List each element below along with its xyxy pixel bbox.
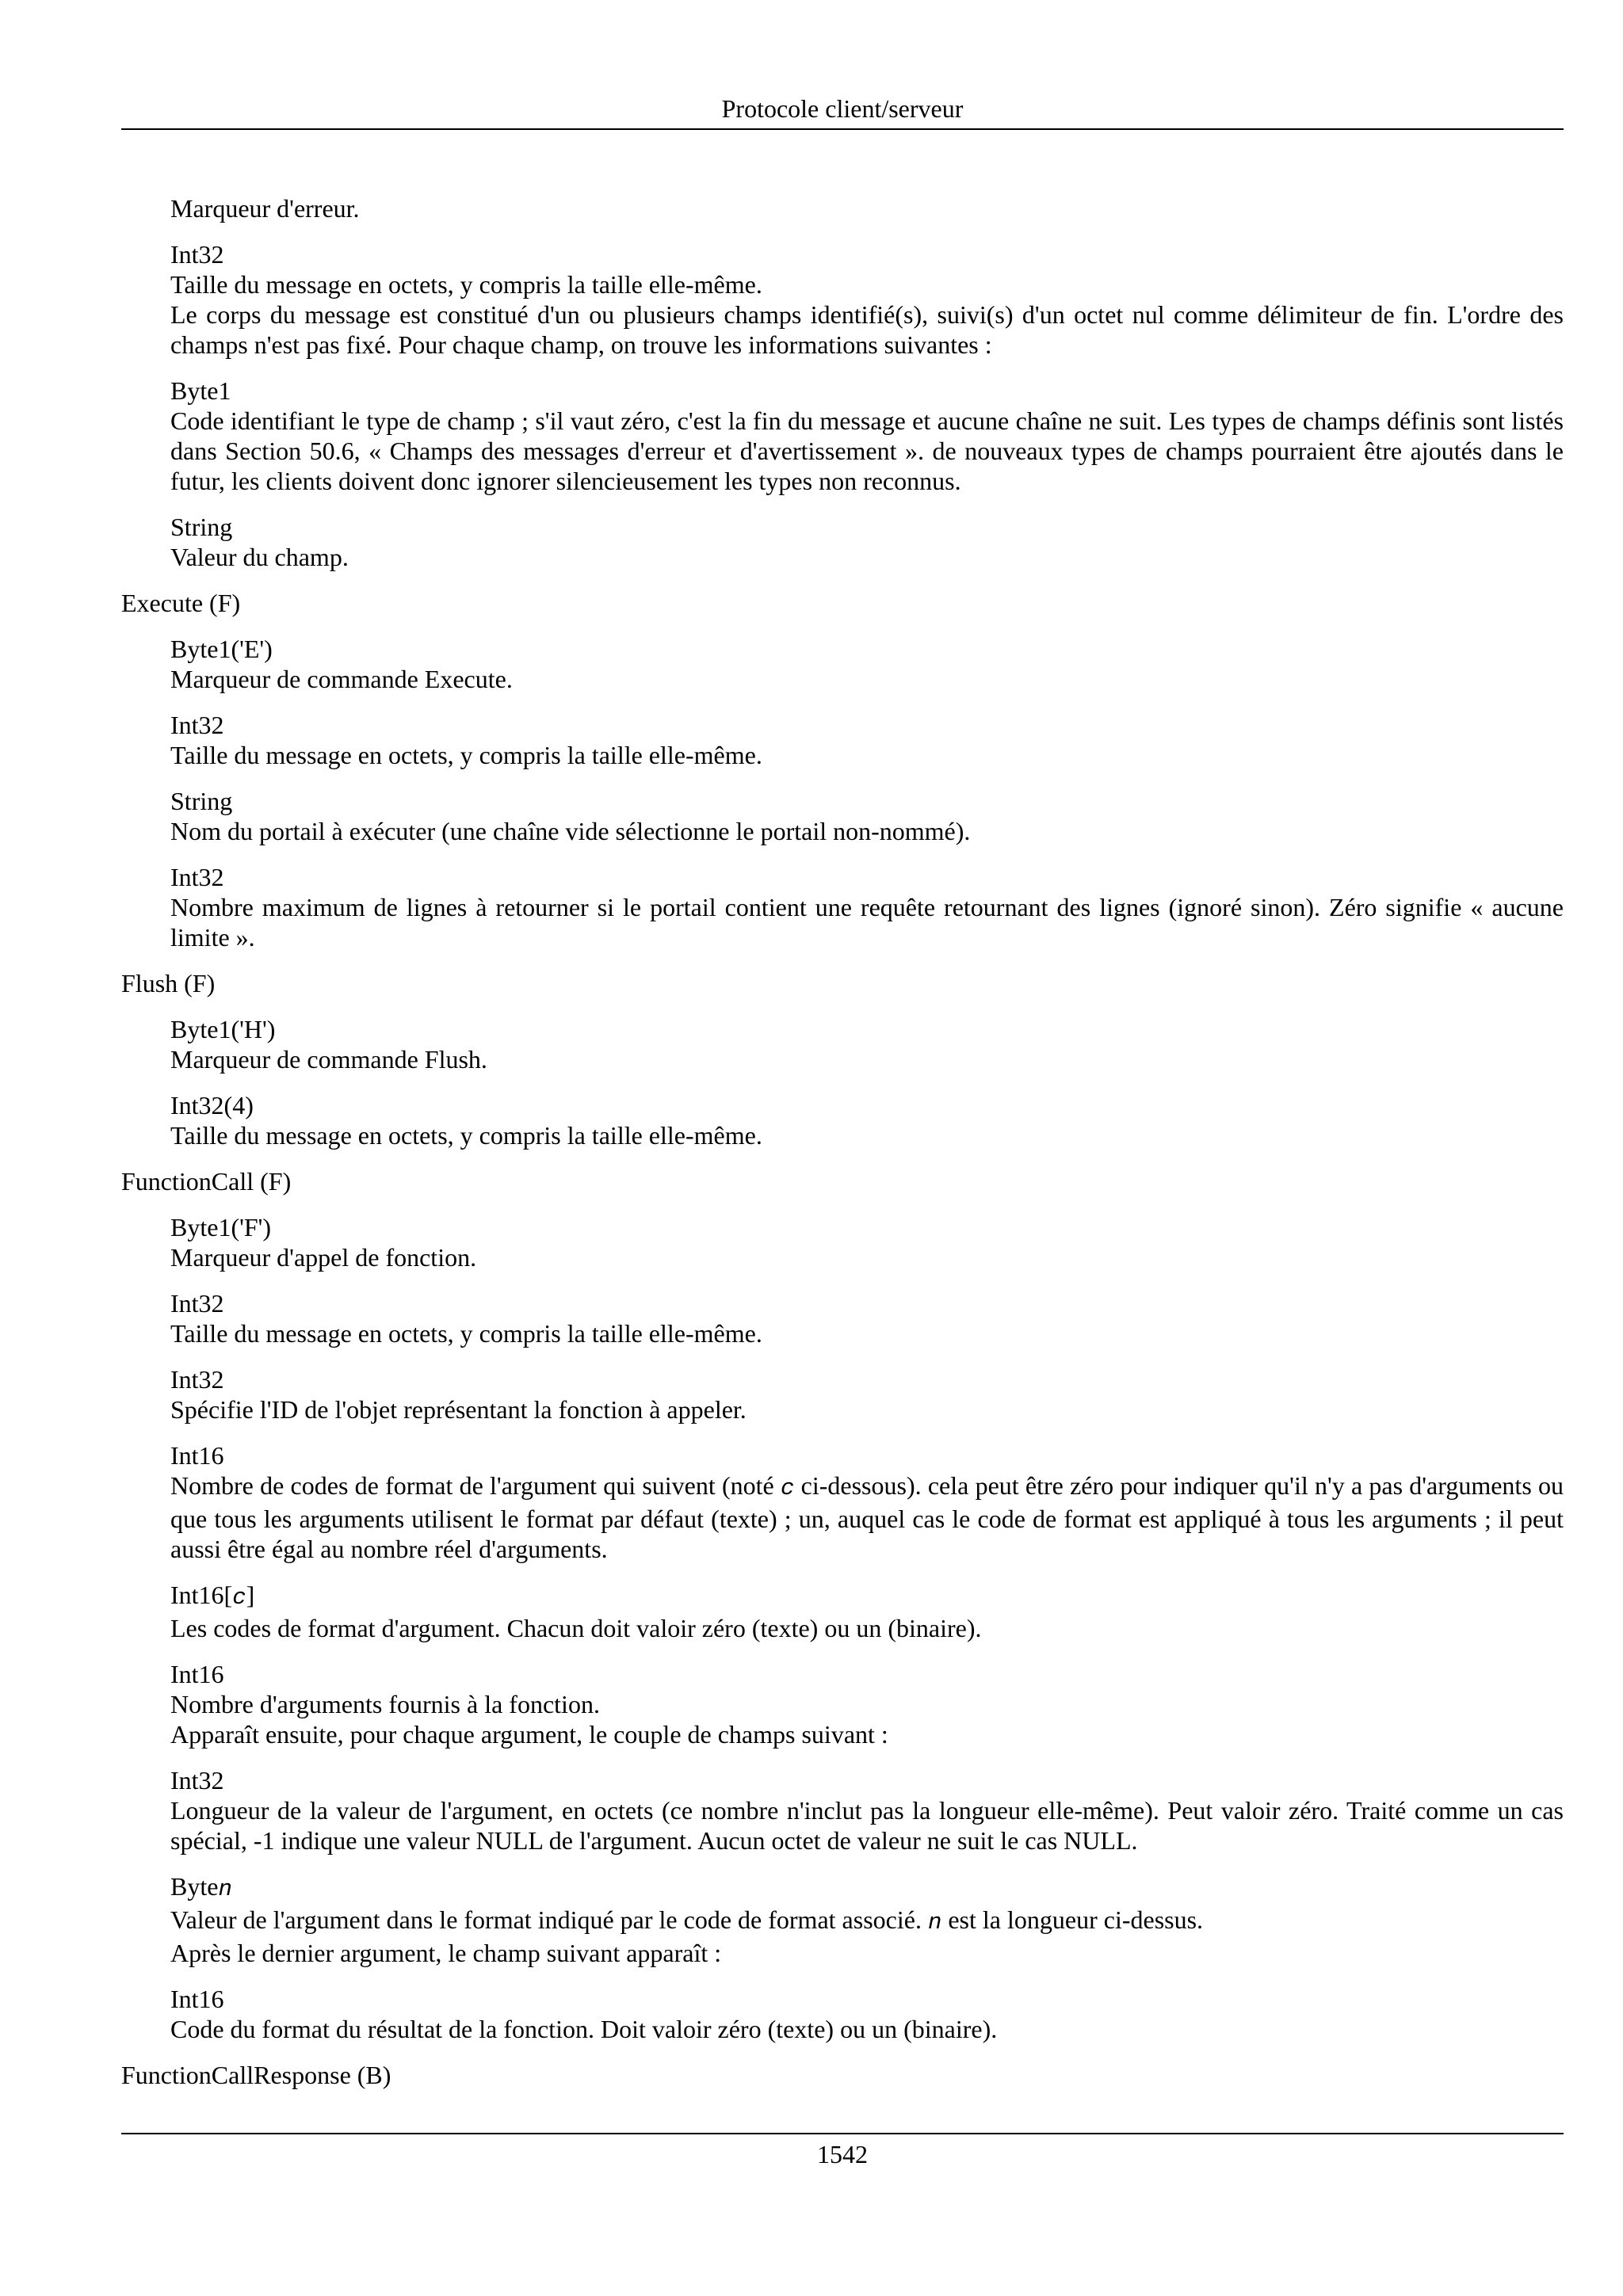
field-entry bbox=[170, 239, 1564, 360]
description-text: ci-dessous). cela peut être zéro pour indiquer qu'il n'y a pas d'arguments ou que tous les arguments utilisent le format par défaut (texte) ; un, auquel cas le code de format est appliqué à tous les arguments ; il peut aussi être égal au nombre réel d'arguments. bbox=[170, 1471, 1564, 1563]
field-entry bbox=[170, 1580, 1564, 1643]
field-description: Nombre maximum de lignes à retourner si le portail contient une requête retournant des lignes (ignoré sinon). Zéro signifie « aucune limite ». bbox=[170, 893, 1564, 952]
message-title-functioncallresponse: FunctionCallResponse (B) bbox=[121, 2061, 391, 2089]
message-title-functioncall: FunctionCall (F) bbox=[121, 1167, 292, 1196]
field-description: Marqueur d'erreur. bbox=[170, 194, 360, 223]
field-description: Taille du message en octets, y compris la taille elle-même. bbox=[170, 1319, 762, 1348]
field-description: Marqueur de commande Execute. bbox=[170, 665, 513, 693]
field-description: Taille du message en octets, y compris la taille elle-même. bbox=[170, 741, 762, 769]
page-content bbox=[121, 193, 1564, 2106]
field-entry bbox=[170, 1659, 1564, 1749]
field-entry bbox=[170, 1014, 1564, 1074]
field-entry bbox=[170, 1984, 1564, 2044]
variable-c: c bbox=[781, 1475, 795, 1501]
description-text: est la longueur ci-dessus. bbox=[941, 1905, 1204, 1934]
field-entry bbox=[170, 1212, 1564, 1272]
field-description: Code identifiant le type de champ ; s'il vaut zéro, c'est la fin du message et aucune chaîne ne suit. Les types de champs définis sont listés dans Section 50.6, « Champs des messages d'erreur et d'avertissement ». de nouveaux types de champs pourraient être ajoutés dans le futur, les clients doivent donc ignorer silencieusement les types non reconnus. bbox=[170, 406, 1564, 495]
field-description bbox=[170, 1470, 1564, 1564]
field-description bbox=[170, 1905, 1564, 1938]
field-type: Int16 bbox=[170, 1985, 224, 2013]
field-entry bbox=[170, 1090, 1564, 1150]
field-description: Marqueur d'appel de fonction. bbox=[170, 1243, 477, 1272]
running-header: Protocole client/serveur bbox=[721, 94, 964, 123]
type-text: Byte bbox=[170, 1872, 219, 1901]
field-description: Les codes de format d'argument. Chacun doit valoir zéro (texte) ou un (binaire). bbox=[170, 1614, 982, 1642]
field-type: Int32 bbox=[170, 711, 224, 739]
field-type bbox=[170, 1580, 1564, 1613]
field-description: Valeur du champ. bbox=[170, 543, 349, 571]
field-type: Int32 bbox=[170, 240, 224, 269]
field-entry bbox=[170, 376, 1564, 496]
field-description: Nombre d'arguments fournis à la fonction. bbox=[170, 1690, 600, 1718]
field-type: Byte1('F') bbox=[170, 1213, 272, 1241]
field-note: Après le dernier argument, le champ suivant apparaît : bbox=[170, 1939, 722, 1967]
message-title-flush: Flush (F) bbox=[121, 969, 216, 997]
field-description: Taille du message en octets, y compris la taille elle-même. bbox=[170, 270, 762, 299]
message-title-execute: Execute (F) bbox=[121, 589, 241, 617]
field-description: Spécifie l'ID de l'objet représentant la fonction à appeler. bbox=[170, 1395, 747, 1424]
field-entry bbox=[170, 710, 1564, 770]
field-description: Taille du message en octets, y compris la taille elle-même. bbox=[170, 1121, 762, 1150]
field-type: Byte1('H') bbox=[170, 1015, 276, 1043]
field-entry bbox=[170, 193, 1564, 223]
field-note: Apparaît ensuite, pour chaque argument, le couple de champs suivant : bbox=[170, 1720, 888, 1749]
field-entry bbox=[170, 1765, 1564, 1855]
field-entry bbox=[170, 862, 1564, 952]
field-type: Int32 bbox=[170, 1365, 224, 1394]
field-entry bbox=[170, 634, 1564, 694]
variable-n: n bbox=[927, 1909, 942, 1936]
type-text: ] bbox=[246, 1581, 255, 1609]
field-type bbox=[170, 1871, 1564, 1905]
field-type: Int32 bbox=[170, 1766, 224, 1794]
header-rule bbox=[121, 128, 1564, 130]
field-type: String bbox=[170, 513, 233, 541]
field-description: Marqueur de commande Flush. bbox=[170, 1045, 487, 1074]
field-type: Byte1('E') bbox=[170, 635, 273, 663]
field-entry bbox=[170, 786, 1564, 846]
variable-c: c bbox=[232, 1585, 246, 1611]
type-text: Int16[ bbox=[170, 1581, 233, 1609]
field-description: Code du format du résultat de la fonction. Doit valoir zéro (texte) ou un (binaire). bbox=[170, 2015, 998, 2043]
description-text: Valeur de l'argument dans le format indiqué par le code de format associé. bbox=[170, 1905, 928, 1934]
field-type: Int32 bbox=[170, 863, 224, 891]
page-number: 1542 bbox=[817, 2140, 868, 2168]
footer-rule bbox=[121, 2133, 1564, 2134]
field-type: Int16 bbox=[170, 1441, 224, 1470]
field-type: Int32 bbox=[170, 1289, 224, 1318]
field-type: String bbox=[170, 787, 233, 815]
field-note: Le corps du message est constitué d'un ou plusieurs champs identifié(s), suivi(s) d'un octet nul comme délimiteur de fin. L'ordre des champs n'est pas fixé. Pour chaque champ, on trouve les informations suivantes : bbox=[170, 300, 1564, 359]
field-type: Byte1 bbox=[170, 376, 231, 405]
field-entry bbox=[170, 1364, 1564, 1425]
field-entry bbox=[170, 1288, 1564, 1348]
field-entry bbox=[170, 1871, 1564, 1968]
variable-n: n bbox=[218, 1876, 232, 1902]
description-text: Nombre de codes de format de l'argument qui suivent (noté bbox=[170, 1471, 781, 1500]
field-type: Int16 bbox=[170, 1660, 224, 1688]
field-entry bbox=[170, 512, 1564, 572]
field-description: Nom du portail à exécuter (une chaîne vide sélectionne le portail non-nommé). bbox=[170, 817, 971, 845]
field-type: Int32(4) bbox=[170, 1091, 254, 1119]
field-entry bbox=[170, 1440, 1564, 1564]
field-description: Longueur de la valeur de l'argument, en octets (ce nombre n'inclut pas la longueur elle-même). Peut valoir zéro. Traité comme un cas spécial, -1 indique une valeur NULL de l'argument. Aucun octet de valeur ne suit le cas NULL. bbox=[170, 1796, 1564, 1855]
